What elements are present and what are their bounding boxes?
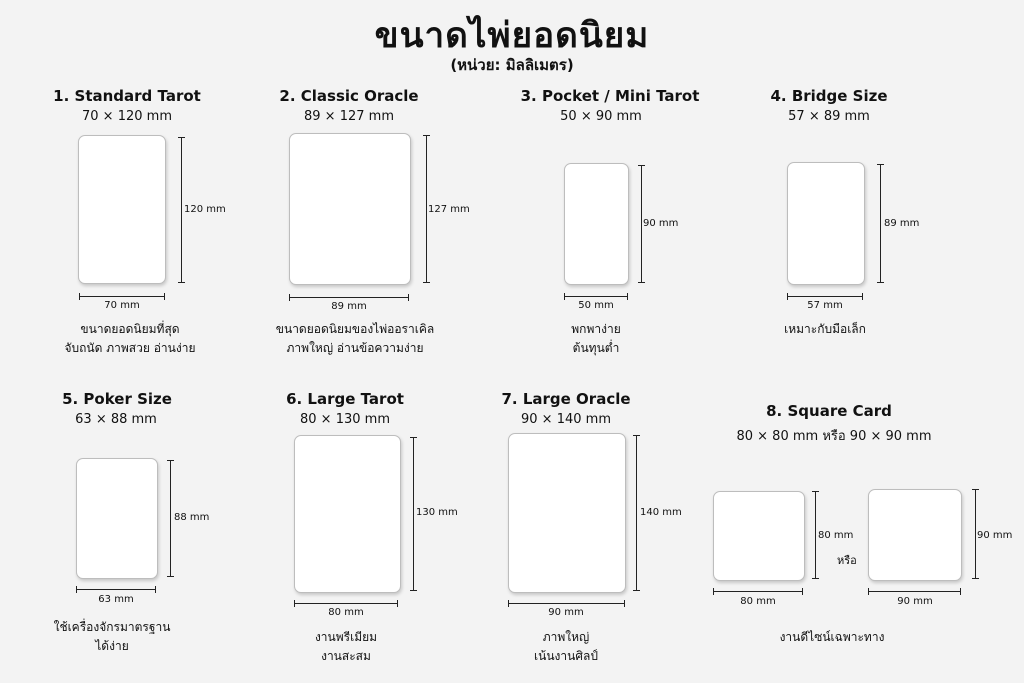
- height-dimension-line: [170, 460, 171, 577]
- height-dimension-line: [815, 491, 816, 579]
- width-dimension-line: [868, 591, 961, 592]
- height-dimension-line: [426, 135, 427, 283]
- section-title: 1. Standard Tarot: [53, 87, 201, 105]
- section-title: 2. Classic Oracle: [279, 87, 419, 105]
- section-dimensions: 80 × 80 mm หรือ 90 × 90 mm: [736, 429, 932, 444]
- height-dimension-line: [181, 137, 182, 283]
- height-dimension-line: [413, 437, 414, 591]
- section-description: ภาพใหญ่ เน้นงานศิลป์: [534, 630, 598, 663]
- section-dimensions: 70 × 120 mm: [82, 109, 172, 124]
- section-description: ขนาดยอดนิยมที่สุด จับถนัด ภาพสวย อ่านง่าย: [64, 322, 196, 355]
- width-dimension-line: [79, 296, 165, 297]
- section-title: 6. Large Tarot: [286, 390, 404, 408]
- page-title: ขนาดไพ่ยอดนิยม: [374, 16, 650, 56]
- width-dimension-line: [289, 297, 409, 298]
- card-outline: [76, 458, 158, 579]
- section-description: เหมาะกับมือเล็ก: [784, 322, 866, 336]
- or-label: หรือ: [837, 554, 857, 567]
- height-dimension-line: [636, 435, 637, 591]
- section-title: 8. Square Card: [766, 402, 892, 420]
- width-label: 80 mm: [740, 596, 776, 607]
- height-label: 90 mm: [977, 530, 1013, 541]
- width-dimension-line: [713, 591, 803, 592]
- card-outline: [564, 163, 629, 285]
- section-description: งานดีไซน์เฉพาะทาง: [779, 630, 885, 644]
- width-dimension-line: [508, 603, 625, 604]
- height-dimension-line: [641, 165, 642, 283]
- width-dimension-line: [294, 603, 398, 604]
- section-title: 7. Large Oracle: [501, 390, 631, 408]
- card-outline: [787, 162, 865, 285]
- width-dimension-line: [564, 296, 628, 297]
- width-label: 90 mm: [548, 607, 584, 618]
- section-description: งานพรีเมียม งานสะสม: [314, 630, 378, 663]
- card-outline: [294, 435, 401, 593]
- height-label: 88 mm: [174, 512, 210, 523]
- width-label: 57 mm: [807, 300, 843, 311]
- width-label: 63 mm: [98, 594, 134, 605]
- section-dimensions: 89 × 127 mm: [304, 109, 394, 124]
- section-title: 5. Poker Size: [62, 390, 172, 408]
- section-dimensions: 90 × 140 mm: [521, 412, 611, 427]
- section-description: ใช้เครื่องจักรมาตรฐาน ได้ง่าย: [53, 620, 171, 653]
- card-outline: [289, 133, 411, 285]
- height-label: 140 mm: [640, 507, 682, 518]
- section-title: 3. Pocket / Mini Tarot: [520, 87, 700, 105]
- card-outline: [78, 135, 166, 284]
- height-dimension-line: [975, 489, 976, 579]
- section-title: 4. Bridge Size: [770, 87, 888, 105]
- section-dimensions: 63 × 88 mm: [75, 412, 157, 427]
- section-dimensions: 80 × 130 mm: [300, 412, 390, 427]
- height-label: 89 mm: [884, 218, 920, 229]
- page-subtitle: (หน่วย: มิลลิเมตร): [450, 56, 574, 74]
- width-label: 89 mm: [331, 301, 367, 312]
- section-description: พกพาง่าย ต้นทุนต่ำ: [571, 322, 621, 355]
- card-outline-80: [713, 491, 805, 581]
- height-label: 127 mm: [428, 204, 470, 215]
- width-label: 50 mm: [578, 300, 614, 311]
- height-dimension-line: [880, 164, 881, 283]
- section-dimensions: 50 × 90 mm: [560, 109, 642, 124]
- width-label: 90 mm: [897, 596, 933, 607]
- card-outline: [508, 433, 626, 593]
- section-dimensions: 57 × 89 mm: [788, 109, 870, 124]
- height-label: 80 mm: [818, 530, 854, 541]
- height-label: 120 mm: [184, 204, 226, 215]
- width-label: 80 mm: [328, 607, 364, 618]
- height-label: 130 mm: [416, 507, 458, 518]
- section-description: ขนาดยอดนิยมของไพ่ออราเคิล ภาพใหญ่ อ่านข้อความง่าย: [275, 322, 435, 355]
- width-label: 70 mm: [104, 300, 140, 311]
- height-label: 90 mm: [643, 218, 679, 229]
- card-outline-90: [868, 489, 962, 581]
- width-dimension-line: [76, 589, 156, 590]
- width-dimension-line: [787, 296, 863, 297]
